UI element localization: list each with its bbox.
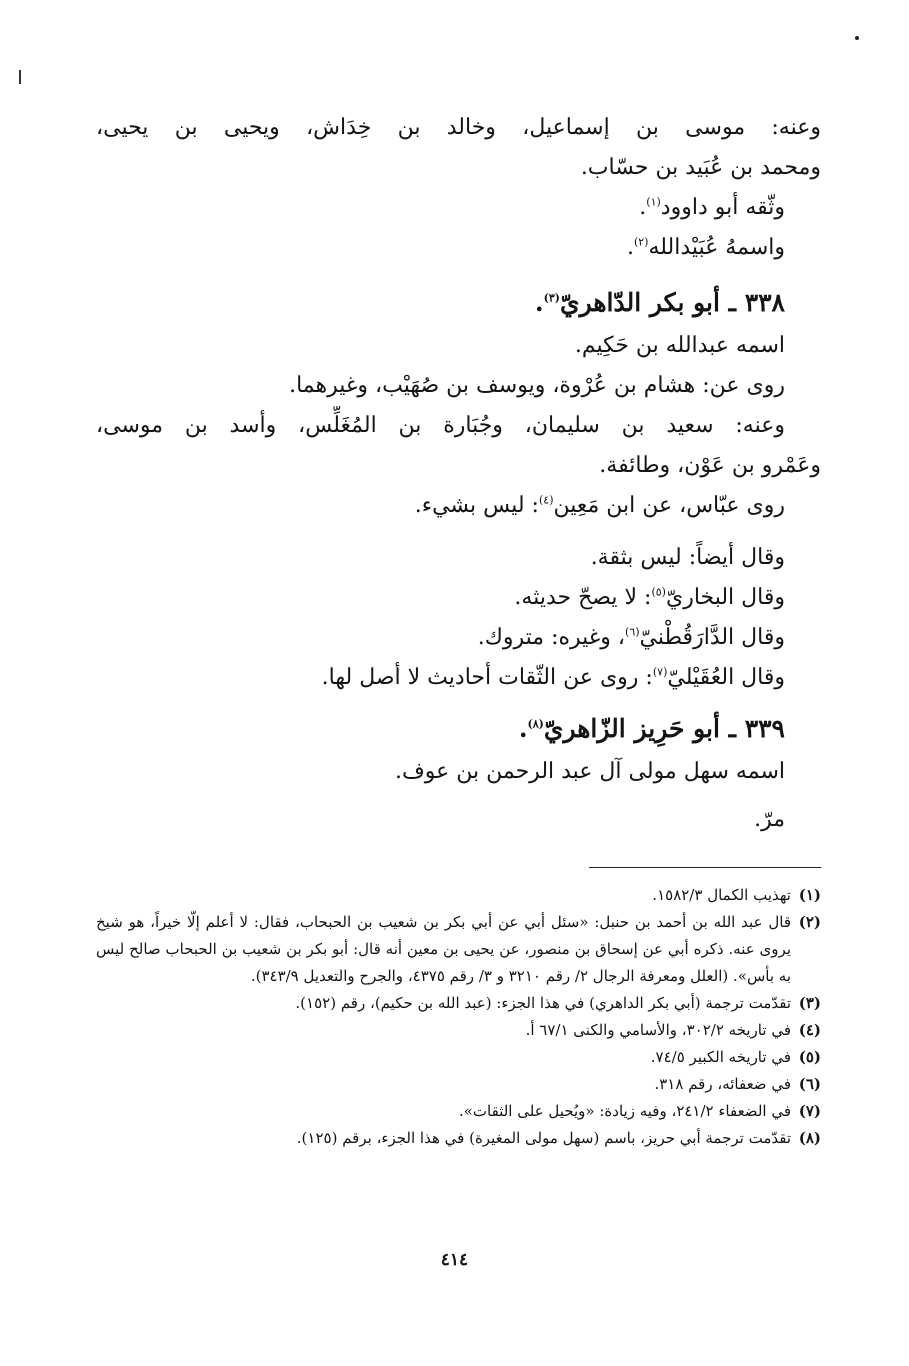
footnote-ref: (٣) — [543, 291, 560, 305]
footnote-text: تقدّمت ترجمة أبي حريز، باسم (سهل مولى المغيرة) في هذا الجزء، برقم (١٢٥). — [296, 1129, 791, 1147]
text-line — [96, 578, 821, 618]
text-line — [96, 658, 821, 698]
heading-text: ٣٣٨ ـ أبو بكر الدّاهريّ — [560, 288, 785, 317]
footnote-number: (١) — [798, 886, 821, 904]
text-line: وقال أيضاً: ليس بثقة. — [590, 545, 785, 570]
entry-heading — [96, 280, 821, 326]
footnote — [96, 1125, 821, 1152]
text-span: . — [534, 288, 544, 317]
footnote-ref: (٦) — [625, 625, 640, 639]
text-span: : لا يصحّ حديثه. — [514, 585, 652, 610]
footnote-number: (٢) — [798, 913, 821, 931]
footnote-text: تقدّمت ترجمة (أبي بكر الداهري) في هذا الجزء: (عبد الله بن حكيم)، رقم (١٥٢). — [295, 994, 791, 1012]
footnote-number: (٦) — [798, 1075, 821, 1093]
footnote-ref: (٨) — [527, 717, 544, 731]
footnote-ref: (٢) — [633, 235, 649, 249]
margin-mark — [19, 70, 21, 84]
heading-text: ٣٣٩ ـ أبو حَرِيز الزّاهريّ — [543, 714, 785, 743]
footnote-ref: (٧) — [652, 665, 668, 679]
footnote-number: (٧) — [798, 1102, 821, 1120]
footnote-text: تهذيب الكمال ١٥٨٢/٣. — [652, 886, 791, 904]
text-line — [96, 486, 821, 526]
footnote-ref: (٥) — [651, 585, 666, 599]
text-line: اسمه سهل مولى آل عبد الرحمن بن عوف. — [394, 759, 785, 784]
footnote-separator — [589, 867, 821, 868]
footnote — [96, 1071, 821, 1098]
footnote-text: في تاريخه ٣٠٢/٢، والأسامي والكنى ٦٧/١ أ. — [525, 1021, 791, 1039]
text-line: ومحمد بن عُبَيد بن حسّاب. — [580, 155, 821, 180]
text-span: وقال البخاريّ — [665, 585, 785, 610]
text-span: وثّقه أبو داوود — [660, 195, 785, 220]
footnote-number: (٥) — [798, 1048, 821, 1066]
text-line — [96, 618, 821, 658]
footnote-number: (٣) — [798, 994, 821, 1012]
footnote-text: في تاريخه الكبير ٧٤/٥. — [650, 1048, 791, 1066]
footnote — [96, 990, 821, 1017]
text-span: وقال العُقَيْليّ — [667, 665, 785, 690]
text-span: واسمهُ عُبَيْدالله — [648, 235, 785, 260]
text-span: روى عبّاس، عن ابن مَعِين — [553, 493, 785, 518]
text-line: وعنه: موسى بن إسماعيل، وخالد بن خِدَاش، ويحيى بن يحيى، — [96, 115, 821, 140]
text-line — [96, 228, 821, 268]
footnote — [96, 882, 821, 909]
text-span: : ليس بشيء. — [414, 493, 539, 518]
text-span: : روى عن الثّقات أحاديث لا أصل لها. — [321, 665, 653, 690]
text-line: وعنه: سعيد بن سليمان، وجُبَارة بن المُغَلِّس، وأسد بن موسى، — [96, 413, 785, 438]
footnote — [96, 1017, 821, 1044]
footnote — [96, 1044, 821, 1071]
footnote-ref: (١) — [646, 195, 661, 209]
footnote-text: قال عبد الله بن أحمد بن حنبل: «سئل أبي عن أبي بكر بن شعيب بن الحبحاب، فقال: لا أعلم إلّا خيراً، هو شيخ يروى عنه. ذكره أبي عن إسحاق بن منصور، عن يحيى بن معين أنه قال: أبو بكر بن شعيب بن الحبحاب صالح ليس به بأس». (العلل ومعرفة الرجال ٢/ رقم ٣٢١٠ و ٣/ رقم ٤٣٧٥، والجرح والتعديل ٣٤٣/٩). — [96, 913, 791, 985]
text-line: روى عن: هشام بن عُرْوة، ويوسف بن صُهَيْب، وغيرهما. — [289, 373, 785, 398]
footnote — [96, 1098, 821, 1125]
page-speck — [855, 36, 859, 40]
text-line — [96, 188, 821, 228]
text-span: وقال الدَّارَقُطْنيّ — [639, 625, 785, 650]
footnote — [96, 909, 821, 990]
footnotes — [96, 882, 821, 1152]
footnote-text: في الضعفاء ٢٤١/٢، وفيه زيادة: «ويُحيل على الثقات». — [458, 1102, 791, 1120]
text-line: مرّ. — [754, 807, 785, 832]
entry-heading — [96, 706, 821, 752]
main-text — [96, 108, 821, 840]
footnote-number: (٤) — [798, 1021, 821, 1039]
text-line: وعَمْرو بن عَوْن، وطائفة. — [599, 453, 821, 478]
page-number: ٤١٤ — [440, 1250, 469, 1270]
text-line: اسمه عبدالله بن حَكِيم. — [574, 333, 785, 358]
footnote-number: (٨) — [798, 1129, 821, 1147]
footnote-ref: (٤) — [538, 493, 554, 507]
text-span: . — [639, 195, 647, 220]
text-span: . — [626, 235, 634, 260]
text-span: ، وغيره: متروك. — [477, 625, 626, 650]
text-span: . — [518, 714, 528, 743]
footnote-text: في ضعفائه، رقم ٣١٨. — [654, 1075, 791, 1093]
